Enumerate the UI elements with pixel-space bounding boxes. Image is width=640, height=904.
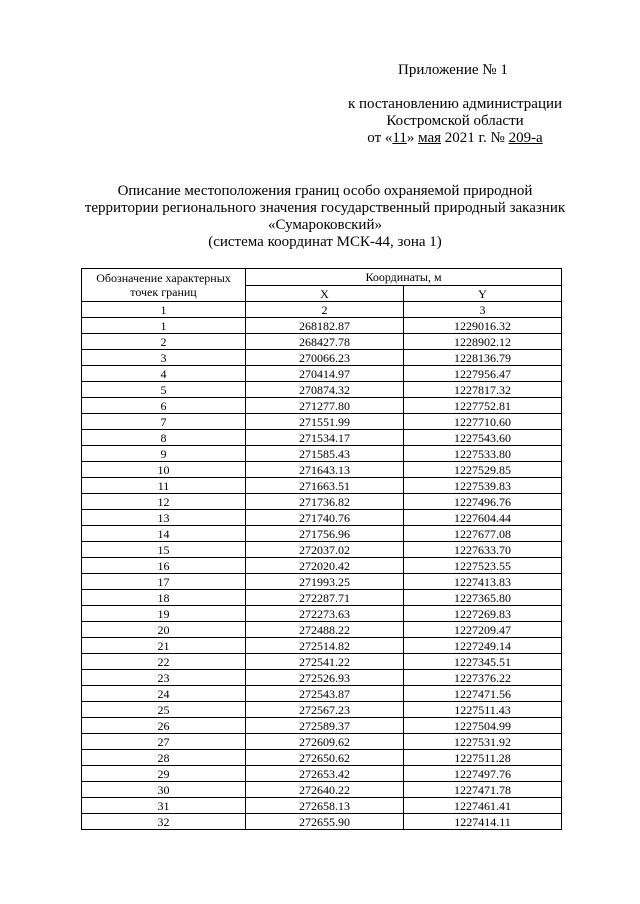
x-coordinate-cell: 272650.62 bbox=[246, 750, 404, 766]
decree-year: 2021 г. № bbox=[441, 130, 509, 146]
table-row bbox=[82, 510, 562, 526]
appendix-label: Приложение № 1 bbox=[398, 62, 508, 78]
y-coordinate-cell: 1227345.51 bbox=[404, 654, 562, 670]
point-number-cell: 11 bbox=[82, 478, 246, 494]
x-coordinate-cell: 271277.80 bbox=[246, 398, 404, 414]
x-coordinate-cell: 272655.90 bbox=[246, 814, 404, 830]
point-number-cell: 10 bbox=[82, 462, 246, 478]
x-coordinate-cell: 272287.71 bbox=[246, 590, 404, 606]
x-coordinate-cell: 271551.99 bbox=[246, 414, 404, 430]
table-row bbox=[82, 462, 562, 478]
x-coordinate-cell: 271643.13 bbox=[246, 462, 404, 478]
y-coordinate-cell: 1227531.92 bbox=[404, 734, 562, 750]
table-row bbox=[82, 590, 562, 606]
x-coordinate-cell: 268427.78 bbox=[246, 334, 404, 350]
x-coordinate-cell: 272514.82 bbox=[246, 638, 404, 654]
y-coordinate-cell: 1227523.55 bbox=[404, 558, 562, 574]
table-row bbox=[82, 430, 562, 446]
point-number-cell: 31 bbox=[82, 798, 246, 814]
coordinates-header: Координаты, м bbox=[246, 269, 562, 286]
table-row bbox=[82, 398, 562, 414]
point-number-cell: 4 bbox=[82, 366, 246, 382]
table-row bbox=[82, 654, 562, 670]
point-number-cell: 8 bbox=[82, 430, 246, 446]
point-number-cell: 26 bbox=[82, 718, 246, 734]
point-number-cell: 21 bbox=[82, 638, 246, 654]
y-coordinate-cell: 1227817.32 bbox=[404, 382, 562, 398]
point-number-cell: 16 bbox=[82, 558, 246, 574]
table-row bbox=[82, 638, 562, 654]
table-row bbox=[82, 366, 562, 382]
point-number-cell: 19 bbox=[82, 606, 246, 622]
x-coordinate-cell: 272589.37 bbox=[246, 718, 404, 734]
point-number-cell: 3 bbox=[82, 350, 246, 366]
x-coordinate-cell: 271736.82 bbox=[246, 494, 404, 510]
table-row bbox=[82, 446, 562, 462]
point-number-cell: 12 bbox=[82, 494, 246, 510]
x-coordinate-cell: 272488.22 bbox=[246, 622, 404, 638]
point-number-cell: 9 bbox=[82, 446, 246, 462]
table-row bbox=[82, 558, 562, 574]
point-number-cell: 6 bbox=[82, 398, 246, 414]
x-coordinate-cell: 272567.23 bbox=[246, 702, 404, 718]
document-title bbox=[60, 183, 590, 251]
table-row bbox=[82, 574, 562, 590]
x-header: X bbox=[246, 286, 404, 302]
y-coordinate-cell: 1228136.79 bbox=[404, 350, 562, 366]
y-coordinate-cell: 1229016.32 bbox=[404, 318, 562, 334]
table-row bbox=[82, 782, 562, 798]
point-number-cell: 13 bbox=[82, 510, 246, 526]
y-coordinate-cell: 1227471.78 bbox=[404, 782, 562, 798]
table-row bbox=[82, 382, 562, 398]
x-coordinate-cell: 272020.42 bbox=[246, 558, 404, 574]
y-coordinate-cell: 1227414.11 bbox=[404, 814, 562, 830]
point-number-cell: 32 bbox=[82, 814, 246, 830]
table-row bbox=[82, 686, 562, 702]
y-coordinate-cell: 1227365.80 bbox=[404, 590, 562, 606]
table-row bbox=[82, 526, 562, 542]
column-number-row bbox=[82, 302, 562, 318]
table-row bbox=[82, 670, 562, 686]
table-row bbox=[82, 814, 562, 830]
x-coordinate-cell: 271534.17 bbox=[246, 430, 404, 446]
x-coordinate-cell: 272658.13 bbox=[246, 798, 404, 814]
decree-line-1: к постановлению администрации bbox=[347, 96, 563, 112]
table-row bbox=[82, 798, 562, 814]
y-coordinate-cell: 1227269.83 bbox=[404, 606, 562, 622]
table-row bbox=[82, 414, 562, 430]
y-coordinate-cell: 1227497.76 bbox=[404, 766, 562, 782]
table-row bbox=[82, 766, 562, 782]
point-number-cell: 7 bbox=[82, 414, 246, 430]
point-number-cell: 28 bbox=[82, 750, 246, 766]
decree-month: мая bbox=[418, 130, 442, 146]
table-row bbox=[82, 334, 562, 350]
x-coordinate-cell: 272640.22 bbox=[246, 782, 404, 798]
y-coordinate-cell: 1227209.47 bbox=[404, 622, 562, 638]
x-coordinate-cell: 271756.96 bbox=[246, 526, 404, 542]
table-row bbox=[82, 494, 562, 510]
y-coordinate-cell: 1227471.56 bbox=[404, 686, 562, 702]
point-number-cell: 2 bbox=[82, 334, 246, 350]
y-coordinate-cell: 1227461.41 bbox=[404, 798, 562, 814]
y-coordinate-cell: 1227529.85 bbox=[404, 462, 562, 478]
point-number-cell: 20 bbox=[82, 622, 246, 638]
x-coordinate-cell: 272543.87 bbox=[246, 686, 404, 702]
decree-line-2: Костромской области bbox=[386, 113, 524, 129]
x-coordinate-cell: 272037.02 bbox=[246, 542, 404, 558]
x-coordinate-cell: 271740.76 bbox=[246, 510, 404, 526]
table-row bbox=[82, 318, 562, 334]
y-coordinate-cell: 1227504.99 bbox=[404, 718, 562, 734]
point-number-cell: 15 bbox=[82, 542, 246, 558]
decree-line-3 bbox=[300, 130, 610, 147]
x-coordinate-cell: 270414.97 bbox=[246, 366, 404, 382]
table-row bbox=[82, 542, 562, 558]
column-number: 3 bbox=[404, 302, 562, 318]
point-label-header: Обозначение характерных точек границ bbox=[82, 269, 246, 302]
title-line-2: территории регионального значения государственный природный заказник bbox=[84, 200, 566, 216]
x-coordinate-cell: 272609.62 bbox=[246, 734, 404, 750]
table-row bbox=[82, 606, 562, 622]
x-coordinate-cell: 270066.23 bbox=[246, 350, 404, 366]
y-coordinate-cell: 1227511.28 bbox=[404, 750, 562, 766]
x-coordinate-cell: 271663.51 bbox=[246, 478, 404, 494]
x-coordinate-cell: 271585.43 bbox=[246, 446, 404, 462]
y-coordinate-cell: 1227633.70 bbox=[404, 542, 562, 558]
y-coordinate-cell: 1227752.81 bbox=[404, 398, 562, 414]
y-coordinate-cell: 1227249.14 bbox=[404, 638, 562, 654]
point-number-cell: 5 bbox=[82, 382, 246, 398]
column-number: 2 bbox=[246, 302, 404, 318]
coordinates-table bbox=[81, 268, 562, 830]
table-row bbox=[82, 622, 562, 638]
y-coordinate-cell: 1227956.47 bbox=[404, 366, 562, 382]
decree-date-sep: » bbox=[406, 130, 419, 146]
table-header-row bbox=[82, 269, 562, 286]
y-coordinate-cell: 1227543.60 bbox=[404, 430, 562, 446]
x-coordinate-cell: 272653.42 bbox=[246, 766, 404, 782]
x-coordinate-cell: 270874.32 bbox=[246, 382, 404, 398]
table-row bbox=[82, 750, 562, 766]
decree-date-prefix: от « bbox=[367, 130, 393, 146]
y-coordinate-cell: 1227496.76 bbox=[404, 494, 562, 510]
title-line-1: Описание местоположения границ особо охраняемой природной bbox=[117, 183, 533, 199]
point-number-cell: 14 bbox=[82, 526, 246, 542]
decree-reference bbox=[300, 96, 610, 147]
title-line-3: «Сумароковский» bbox=[267, 217, 382, 233]
y-coordinate-cell: 1228902.12 bbox=[404, 334, 562, 350]
point-number-cell: 18 bbox=[82, 590, 246, 606]
y-coordinate-cell: 1227376.22 bbox=[404, 670, 562, 686]
y-coordinate-cell: 1227533.80 bbox=[404, 446, 562, 462]
table-row bbox=[82, 350, 562, 366]
point-number-cell: 1 bbox=[82, 318, 246, 334]
point-number-cell: 25 bbox=[82, 702, 246, 718]
point-number-cell: 17 bbox=[82, 574, 246, 590]
x-coordinate-cell: 272273.63 bbox=[246, 606, 404, 622]
x-coordinate-cell: 272526.93 bbox=[246, 670, 404, 686]
point-number-cell: 24 bbox=[82, 686, 246, 702]
title-line-4: (система координат МСК-44, зона 1) bbox=[208, 234, 442, 250]
x-coordinate-cell: 272541.22 bbox=[246, 654, 404, 670]
x-coordinate-cell: 271993.25 bbox=[246, 574, 404, 590]
x-coordinate-cell: 268182.87 bbox=[246, 318, 404, 334]
point-number-cell: 23 bbox=[82, 670, 246, 686]
table-row bbox=[82, 478, 562, 494]
decree-number: 209-а bbox=[508, 130, 543, 146]
table-row bbox=[82, 718, 562, 734]
y-coordinate-cell: 1227710.60 bbox=[404, 414, 562, 430]
y-coordinate-cell: 1227539.83 bbox=[404, 478, 562, 494]
decree-day: 11 bbox=[392, 130, 407, 146]
table-row bbox=[82, 734, 562, 750]
y-coordinate-cell: 1227511.43 bbox=[404, 702, 562, 718]
point-number-cell: 30 bbox=[82, 782, 246, 798]
y-coordinate-cell: 1227413.83 bbox=[404, 574, 562, 590]
table-row bbox=[82, 702, 562, 718]
point-number-cell: 27 bbox=[82, 734, 246, 750]
y-coordinate-cell: 1227604.44 bbox=[404, 510, 562, 526]
y-coordinate-cell: 1227677.08 bbox=[404, 526, 562, 542]
point-number-cell: 22 bbox=[82, 654, 246, 670]
column-number: 1 bbox=[82, 302, 246, 318]
point-number-cell: 29 bbox=[82, 766, 246, 782]
y-header: Y bbox=[404, 286, 562, 302]
